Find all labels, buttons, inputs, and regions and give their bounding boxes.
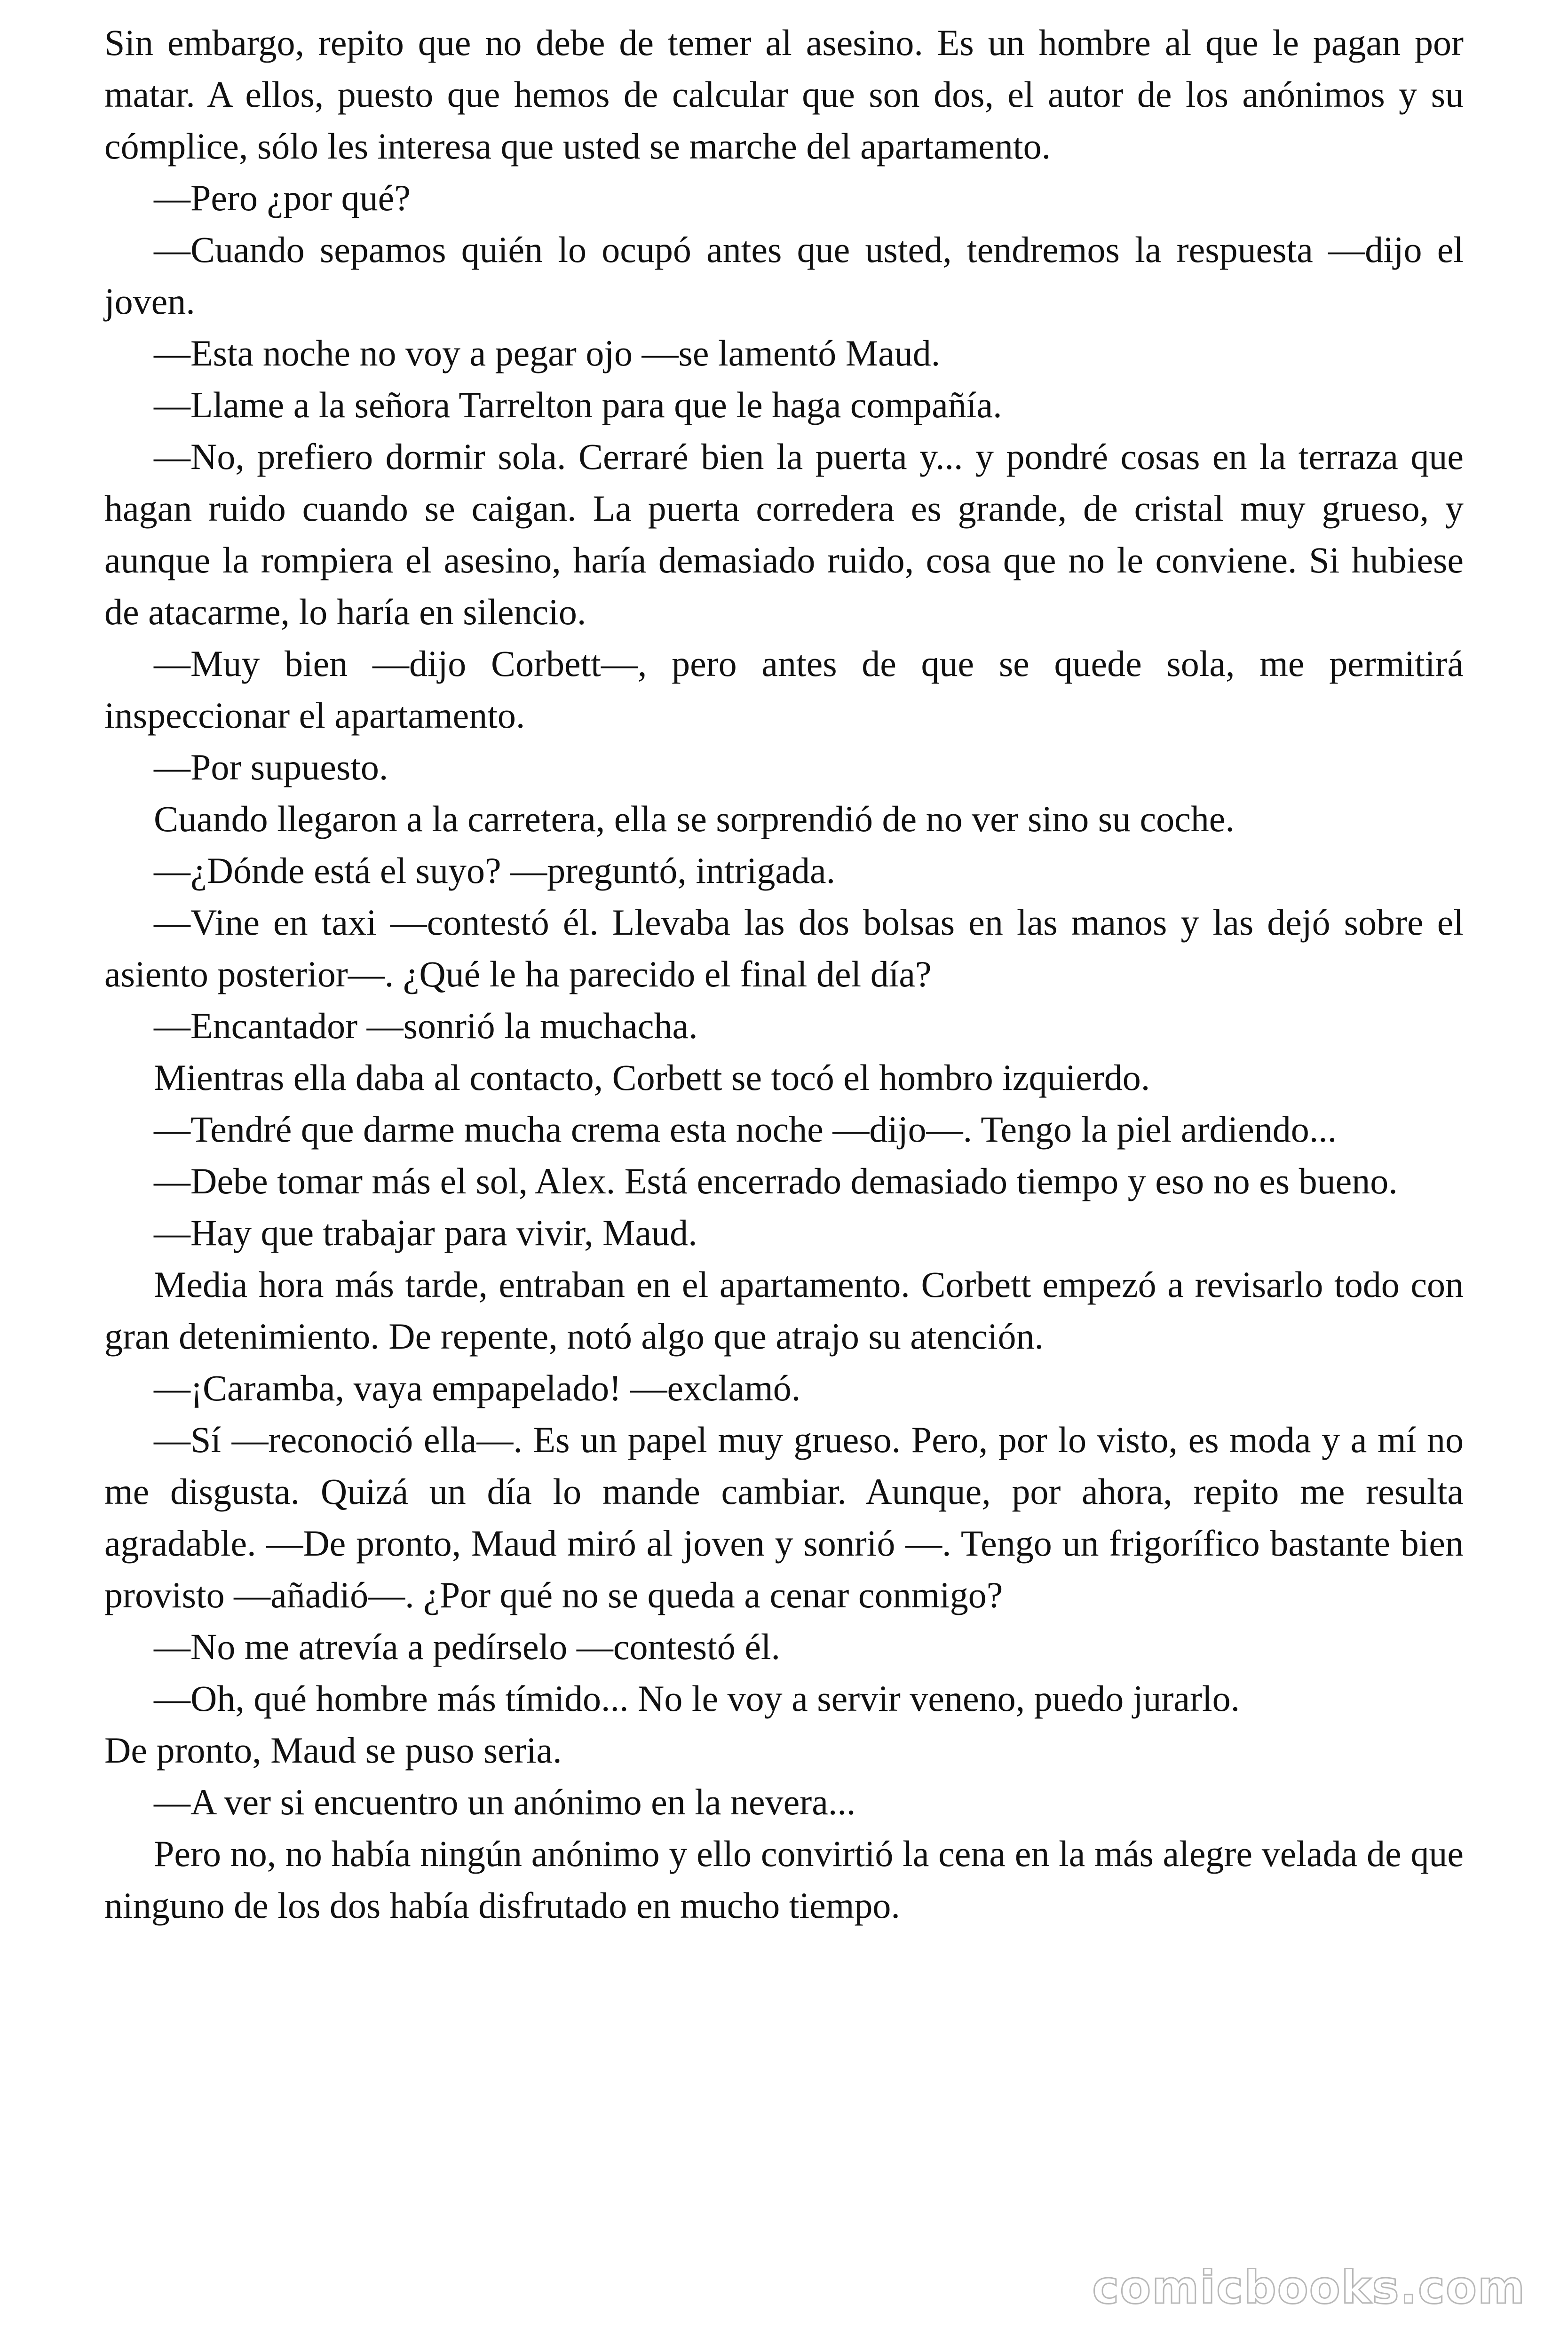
paragraph: —No, prefiero dormir sola. Cerraré bien la puerta y... y pondré cosas en la terraza que hagan ruido cuando se caigan. La puerta corredera es grande, de cristal muy grueso, y aunque la rompiera el asesino, haría demasiado ruido, cosa que no le conviene. Si hubiese de atacarme, lo haría en silencio. bbox=[104, 436, 1464, 632]
paragraph: —Sí —reconoció ella—. Es un papel muy grueso. Pero, por lo visto, es moda y a mí no me disgusta. Quizá un día lo mande cambiar. Aunque, por ahora, repito me resulta agradable. —De pronto, Maud miró al joven y sonrió —. Tengo un frigorífico bastante bien provisto —añadió—. ¿Por qué no se queda a cenar conmigo? bbox=[104, 1419, 1464, 1615]
paragraph: —Esta noche no voy a pegar ojo —se lamentó Maud. bbox=[154, 333, 941, 373]
paragraph: Pero no, no había ningún anónimo y ello convirtió la cena en la más alegre velada de que ninguno de los dos había disfrutado en mucho tiempo. bbox=[104, 1833, 1464, 1926]
paragraph: —A ver si encuentro un anónimo en la nevera... bbox=[154, 1781, 856, 1822]
watermark: comicbooks.com bbox=[1092, 2261, 1526, 2314]
paragraph: —Llame a la señora Tarrelton para que le haga compañía. bbox=[154, 384, 1002, 425]
paragraph: —Oh, qué hombre más tímido... No le voy a servir veneno, puedo jurarlo. bbox=[154, 1678, 1240, 1719]
paragraph: Media hora más tarde, entraban en el apartamento. Corbett empezó a revisarlo todo con gran detenimiento. De repente, notó algo que atrajo su atención. bbox=[104, 1264, 1464, 1357]
paragraph: —Encantador —sonrió la muchacha. bbox=[154, 1005, 698, 1046]
paragraph: Cuando llegaron a la carretera, ella se sorprendió de no ver sino su coche. bbox=[154, 798, 1235, 839]
paragraph: De pronto, Maud se puso seria. bbox=[104, 1730, 562, 1771]
paragraph: Mientras ella daba al contacto, Corbett se tocó el hombro izquierdo. bbox=[154, 1057, 1150, 1098]
paragraph: —Hay que trabajar para vivir, Maud. bbox=[154, 1212, 697, 1253]
paragraph: —Muy bien —dijo Corbett—, pero antes de que se quede sola, me permitirá inspeccionar el apartamento. bbox=[104, 643, 1464, 736]
paragraph: —Vine en taxi —contestó él. Llevaba las dos bolsas en las manos y las dejó sobre el asiento posterior—. ¿Qué le ha parecido el final del día? bbox=[104, 902, 1464, 994]
paragraph: —Debe tomar más el sol, Alex. Está encerrado demasiado tiempo y eso no es bueno. bbox=[154, 1160, 1398, 1201]
paragraph: —Tendré que darme mucha crema esta noche —dijo—. Tengo la piel ardiendo... bbox=[154, 1109, 1337, 1150]
page-text-body bbox=[104, 17, 1464, 1931]
paragraph: —¿Dónde está el suyo? —preguntó, intrigada. bbox=[154, 850, 836, 891]
paragraph: —¡Caramba, vaya empapelado! —exclamó. bbox=[154, 1367, 801, 1408]
paragraph: —Por supuesto. bbox=[154, 747, 388, 787]
paragraph: —No me atrevía a pedírselo —contestó él. bbox=[154, 1626, 781, 1667]
paragraph: Sin embargo, repito que no debe de temer al asesino. Es un hombre al que le pagan por matar. A ellos, puesto que hemos de calcular que son dos, el autor de los anónimos y su cómplice, sólo les interesa que usted se marche del apartamento. bbox=[104, 22, 1464, 167]
paragraph: —Cuando sepamos quién lo ocupó antes que usted, tendremos la respuesta —dijo el joven. bbox=[104, 229, 1464, 322]
paragraph: —Pero ¿por qué? bbox=[154, 177, 411, 218]
